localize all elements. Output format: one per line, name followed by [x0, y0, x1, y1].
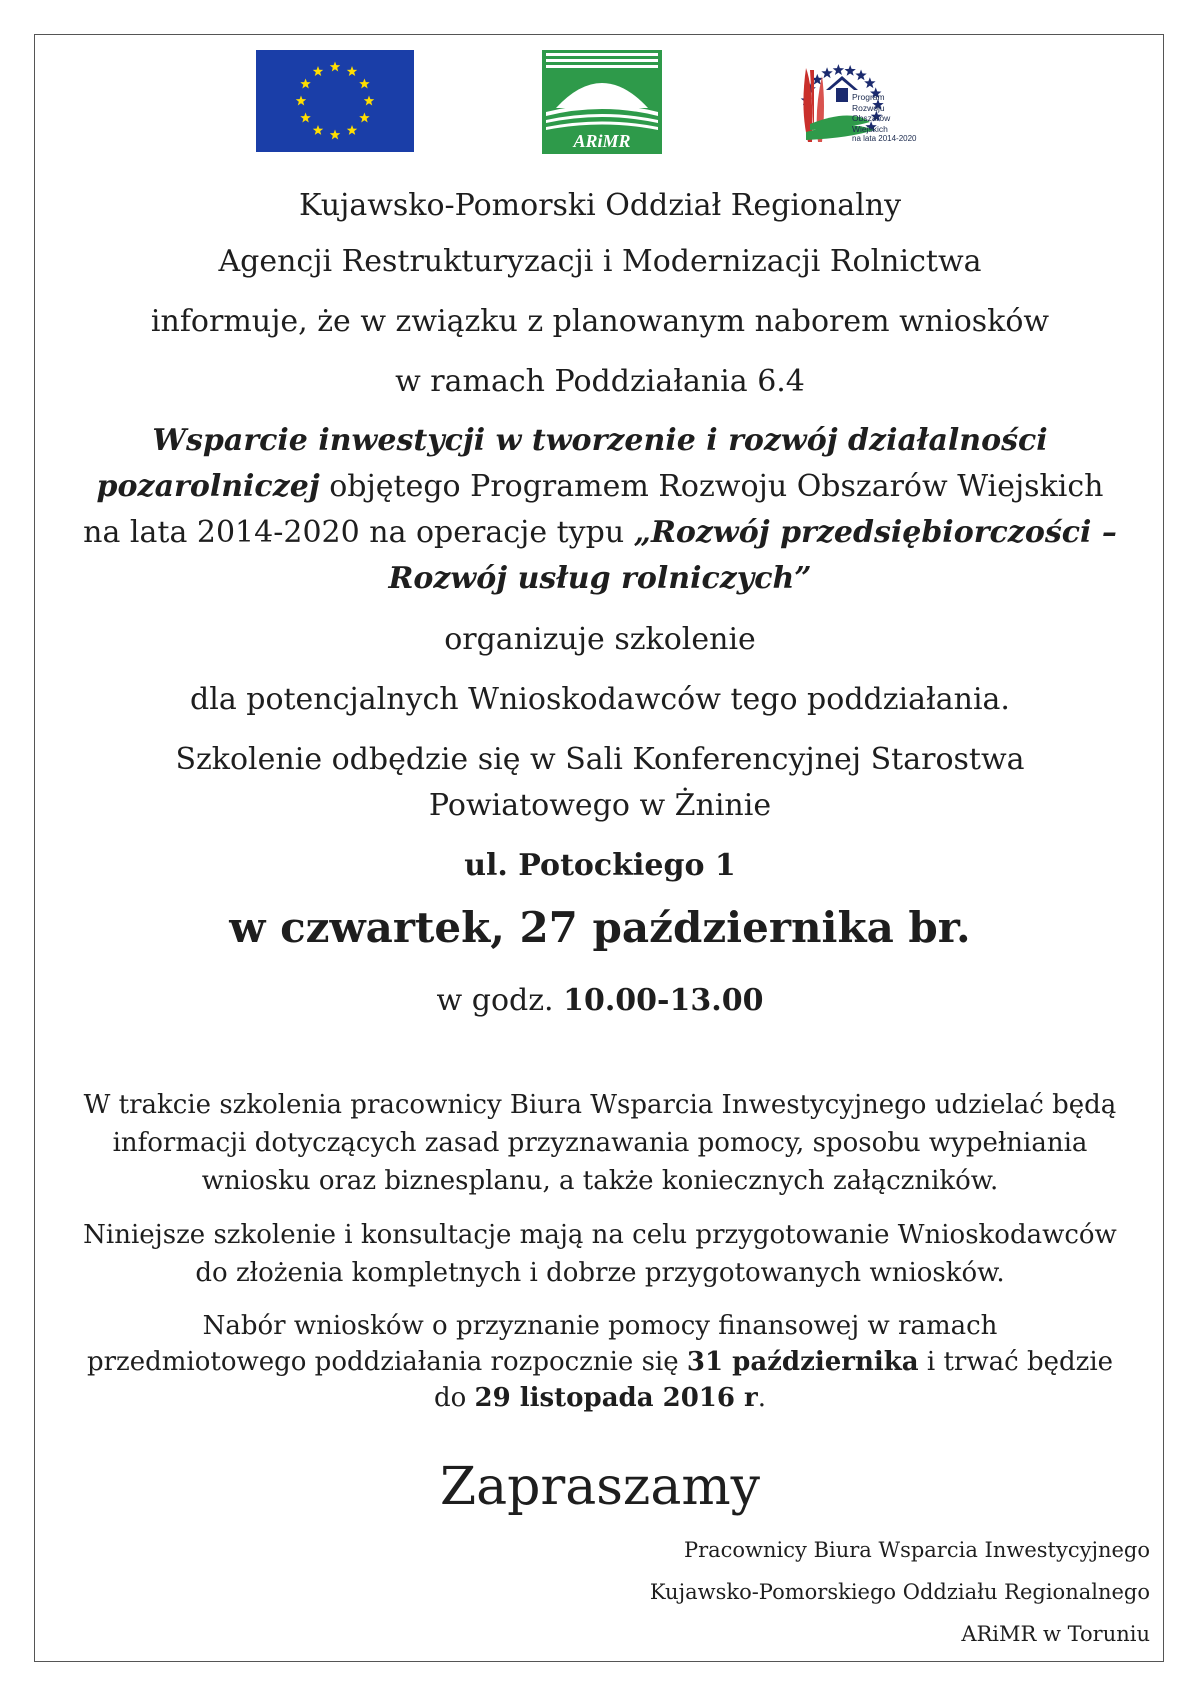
- prow-star-icon: [833, 64, 844, 75]
- training-date: w czwartek, 27 października br.: [229, 903, 971, 952]
- measure-title-line-3: na lata 2014-2020 na operacje typu „Rozwój przedsiębiorczości –: [83, 515, 1117, 550]
- svg-text:ARiMR: ARiMR: [573, 131, 631, 151]
- training-line-4: Powiatowego w Żninie: [428, 788, 772, 823]
- training-address: ul. Potockiego 1: [464, 848, 736, 883]
- closing-invitation: Zapraszamy: [439, 1457, 761, 1517]
- header-line-2: Agencji Restrukturyzacji i Modernizacji Rolnictwa: [218, 244, 982, 279]
- info-p2-line-2: do złożenia kompletnych i dobrze przygotowanych wniosków.: [195, 1258, 1005, 1288]
- training-line-2: dla potencjalnych Wnioskodawców tego poddziałania.: [190, 682, 1010, 717]
- info-p3-line-3: do 29 listopada 2016 r.: [433, 1383, 767, 1413]
- prow-star-icon: [821, 67, 832, 78]
- info-p3-line-2: przedmiotowego poddziałania rozpocznie się 31 października i trwać będzie: [86, 1347, 1114, 1377]
- info-p1-line-2: informacji dotyczących zasad przyznawania pomocy, sposobu wypełniania: [112, 1128, 1088, 1158]
- signature-line-2: Kujawsko-Pomorskiego Oddziału Regionalnego: [649, 1580, 1150, 1604]
- training-line-1: organizuje szkolenie: [444, 622, 756, 657]
- info-p1-line-1: W trakcie szkolenia pracownicy Biura Wsparcia Inwestycyjnego udzielać będą: [83, 1090, 1117, 1120]
- prow-star-icon: [855, 69, 866, 80]
- training-line-3: Szkolenie odbędzie się w Sali Konferencyjnej Starostwa: [175, 742, 1025, 777]
- prow-star-icon: [844, 65, 855, 76]
- info-p2-line-1: Niniejsze szkolenie i konsultacje mają na celu przygotowanie Wnioskodawców: [83, 1220, 1117, 1250]
- header-line-4: w ramach Poddziałania 6.4: [395, 364, 805, 399]
- header-line-3: informuje, że w związku z planowanym naborem wniosków: [150, 304, 1050, 339]
- signature-line-3: ARiMR w Toruniu: [961, 1622, 1150, 1646]
- measure-title-line-2: pozarolniczej objętego Programem Rozwoju Obszarów Wiejskich: [96, 469, 1104, 504]
- measure-title-line-4: Rozwój usług rolniczych”: [388, 561, 812, 596]
- prow-logo-text: Program Rozwoju Obszarów Wiejskich na lata 2014-2020: [852, 92, 917, 143]
- eu-flag-logo: [256, 50, 414, 152]
- training-hours: w godz. 10.00-13.00: [436, 983, 764, 1018]
- info-p1-line-3: wniosku oraz biznesplanu, a także koniecznych załączników.: [201, 1166, 999, 1196]
- measure-title-line-1: Wsparcie inwestycji w tworzenie i rozwój działalności: [152, 423, 1048, 458]
- arimr-logo: [542, 50, 662, 154]
- logo-strip: [0, 50, 1200, 154]
- signature-line-1: Pracownicy Biura Wsparcia Inwestycyjnego: [683, 1538, 1150, 1562]
- info-p3-line-1: Nabór wniosków o przyznanie pomocy finansowej w ramach: [202, 1311, 998, 1341]
- prow-star-icon: [864, 77, 875, 88]
- header-line-1: Kujawsko-Pomorski Oddział Regionalny: [298, 188, 902, 223]
